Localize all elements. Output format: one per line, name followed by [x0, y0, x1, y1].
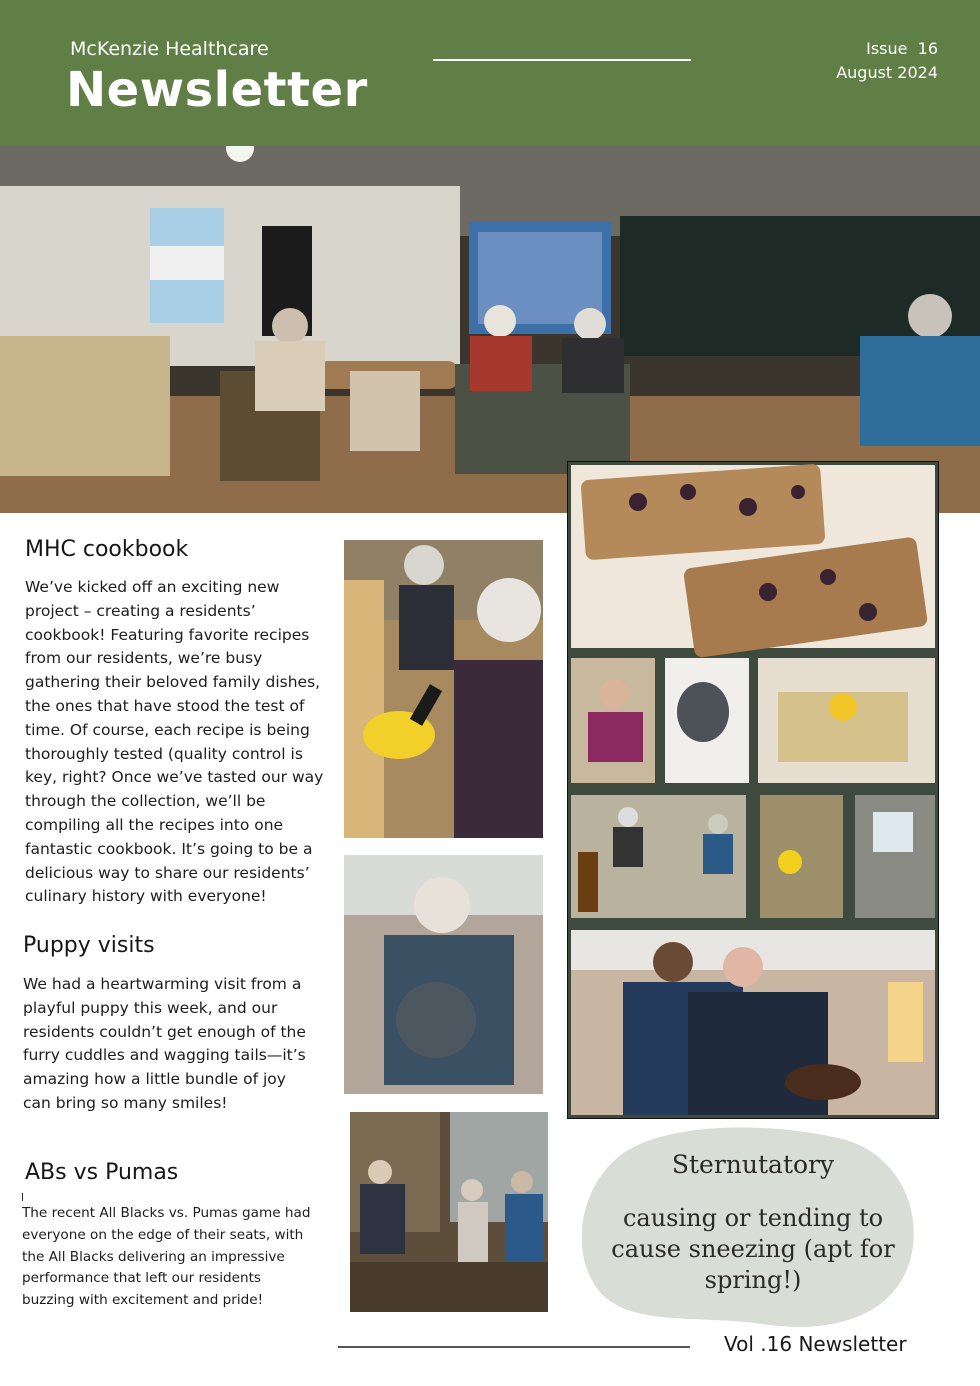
abs-pumas-body	[22, 1203, 332, 1312]
cookbook-line: time. Of course, each recipe is being	[25, 720, 310, 739]
cookbook-line: compiling all the recipes into one	[25, 815, 284, 834]
puppy-body	[23, 973, 333, 1116]
cookbook-line: thoroughly tested (quality control is	[25, 744, 303, 763]
cookbook-line: cookbook! Featuring favorite recipes	[25, 625, 310, 644]
cookbook-heading: MHC cookbook	[25, 537, 189, 562]
abs-line: buzzing with excitement and pride!	[22, 1292, 264, 1309]
text-cursor-mark	[22, 1193, 23, 1201]
puppy-line: We had a heartwarming visit from a	[23, 975, 302, 993]
puppy-line: can bring so many smiles!	[23, 1093, 228, 1112]
cookbook-line: the ones that have stood the test of	[25, 696, 305, 715]
cookbook-line: delicious way to share our residents’	[25, 863, 310, 882]
abs-line: performance that left our residents	[22, 1270, 262, 1287]
collage-photo-daffodils	[760, 795, 843, 918]
abs-pumas-heading: ABs vs Pumas	[25, 1160, 179, 1185]
photo-rugby-watching	[350, 1112, 548, 1312]
definition-line: causing or tending to	[622, 1204, 884, 1232]
puppy-line: furry cuddles and wagging tails—it’s	[23, 1046, 306, 1065]
abs-line: the All Blacks delivering an impressive	[22, 1248, 285, 1265]
cookbook-line: gathering their beloved family dishes,	[25, 673, 321, 692]
definition-line: cause sneezing (apt for	[611, 1235, 895, 1263]
cookbook-line: through the collection, we’ll be	[25, 792, 266, 811]
photo-cookbook-baking	[344, 540, 543, 838]
cookbook-line: from our residents, we’re busy	[25, 649, 263, 668]
cookbook-body	[25, 576, 335, 909]
cookbook-line: We’ve kicked off an exciting new	[25, 578, 280, 596]
puppy-line: residents couldn’t get enough of the	[23, 1022, 306, 1041]
cookbook-line: culinary history with everyone!	[25, 887, 267, 906]
puppy-line: playful puppy this week, and our	[23, 998, 278, 1017]
cookbook-line: key, right? Once we’ve tasted our way	[25, 768, 324, 787]
definition-line: spring!)	[704, 1266, 802, 1294]
newsletter-title: Newsletter	[66, 62, 368, 118]
puppy-line: amazing how a little bundle of joy	[23, 1070, 286, 1089]
abs-line: The recent All Blacks vs. Pumas game had	[22, 1205, 311, 1221]
issue-date: August 2024	[836, 63, 938, 82]
puppy-heading: Puppy visits	[23, 933, 155, 958]
header-divider	[433, 59, 691, 61]
footer-volume: Vol .16 Newsletter	[724, 1332, 907, 1356]
issue-info	[836, 37, 938, 85]
abs-line: everyone on the edge of their seats, with	[22, 1226, 304, 1243]
photo-collage	[567, 461, 939, 1119]
organization-name: McKenzie Healthcare	[70, 38, 269, 60]
footer-divider	[338, 1346, 690, 1348]
photo-puppy-visit	[344, 855, 543, 1094]
cookbook-line: project – creating a residents’	[25, 601, 256, 620]
hero-photo-rugby-screening	[0, 146, 980, 513]
issue-number: Issue 16	[866, 39, 938, 58]
cookbook-line: fantastic cookbook. It’s going to be a	[25, 839, 313, 858]
word-of-week-definition	[596, 1203, 910, 1296]
word-of-week-term: Sternutatory	[671, 1150, 835, 1179]
